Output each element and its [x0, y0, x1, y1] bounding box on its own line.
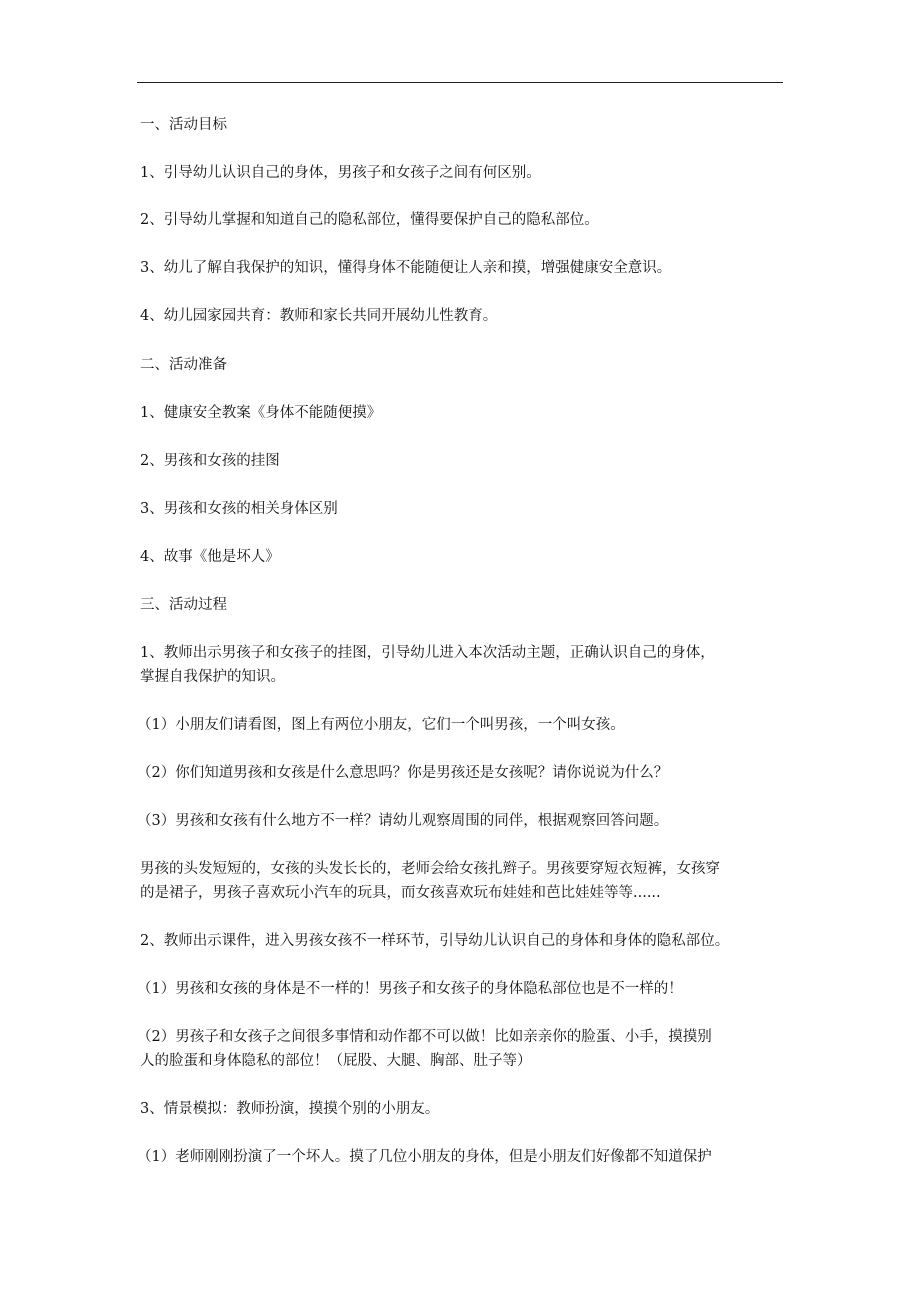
- process-item-2-sub-2-cont: 人的脸蛋和身体隐私的部位！（屁股、大腿、胸部、肚子等）: [140, 1053, 532, 1069]
- prep-item-2: 2、男孩和女孩的挂图: [140, 453, 280, 469]
- section-heading-preparation: 二、活动准备: [140, 357, 227, 373]
- header-rule: [137, 82, 783, 83]
- process-item-2-sub-2: （2）男孩子和女孩子之间很多事情和动作都不可以做！比如亲亲你的脸蛋、小手，摸摸别: [137, 1029, 712, 1045]
- goal-item-3: 3、幼儿了解自我保护的知识，懂得身体不能随便让人亲和摸，增强健康安全意识。: [140, 260, 672, 276]
- goal-item-4: 4、幼儿园家园共育：教师和家长共同开展幼儿性教育。: [140, 308, 498, 324]
- process-item-2: 2、教师出示课件，进入男孩女孩不一样环节，引导幼儿认识自己的身体和身体的隐私部位。: [140, 933, 730, 949]
- process-paragraph-cont: 的是裙子，男孩子喜欢玩小汽车的玩具，而女孩喜欢玩布娃娃和芭比娃娃等等......: [140, 885, 661, 901]
- goal-item-1: 1、引导幼儿认识自己的身体，男孩子和女孩子之间有何区别。: [140, 165, 541, 181]
- process-item-2-sub-1: （1）男孩和女孩的身体是不一样的！男孩子和女孩子的身体隐私部位也是不一样的！: [137, 981, 683, 997]
- process-item-1: 1、教师出示男孩子和女孩子的挂图，引导幼儿进入本次活动主题，正确认识自己的身体，: [140, 645, 715, 661]
- process-item-1-cont: 掌握自我保护的知识。: [140, 669, 285, 685]
- prep-item-1: 1、健康安全教案《身体不能随便摸》: [140, 405, 382, 421]
- section-heading-process: 三、活动过程: [140, 597, 227, 613]
- prep-item-4: 4、故事《他是坏人》: [140, 549, 280, 565]
- process-subitem-1: （1）小朋友们请看图，图上有两位小朋友，它们一个叫男孩，一个叫女孩。: [137, 717, 625, 733]
- section-heading-goals: 一、活动目标: [140, 117, 227, 133]
- goal-item-2: 2、引导幼儿掌握和知道自己的隐私部位，懂得要保护自己的隐私部位。: [140, 212, 599, 228]
- process-subitem-2: （2）你们知道男孩和女孩是什么意思吗？你是男孩还是女孩呢？请你说说为什么？: [137, 765, 669, 781]
- process-item-3-sub-1: （1）老师刚刚扮演了一个坏人。摸了几位小朋友的身体，但是小朋友们好像都不知道保护: [137, 1149, 712, 1165]
- process-subitem-3: （3）男孩和女孩有什么地方不一样？请幼儿观察周围的同伴，根据观察回答问题。: [137, 813, 669, 829]
- process-paragraph: 男孩的头发短短的，女孩的头发长长的，老师会给女孩扎辫子。男孩要穿短衣短裤，女孩穿: [140, 861, 720, 877]
- prep-item-3: 3、男孩和女孩的相关身体区别: [140, 501, 338, 517]
- process-item-3: 3、情景模拟：教师扮演，摸摸个别的小朋友。: [140, 1101, 440, 1117]
